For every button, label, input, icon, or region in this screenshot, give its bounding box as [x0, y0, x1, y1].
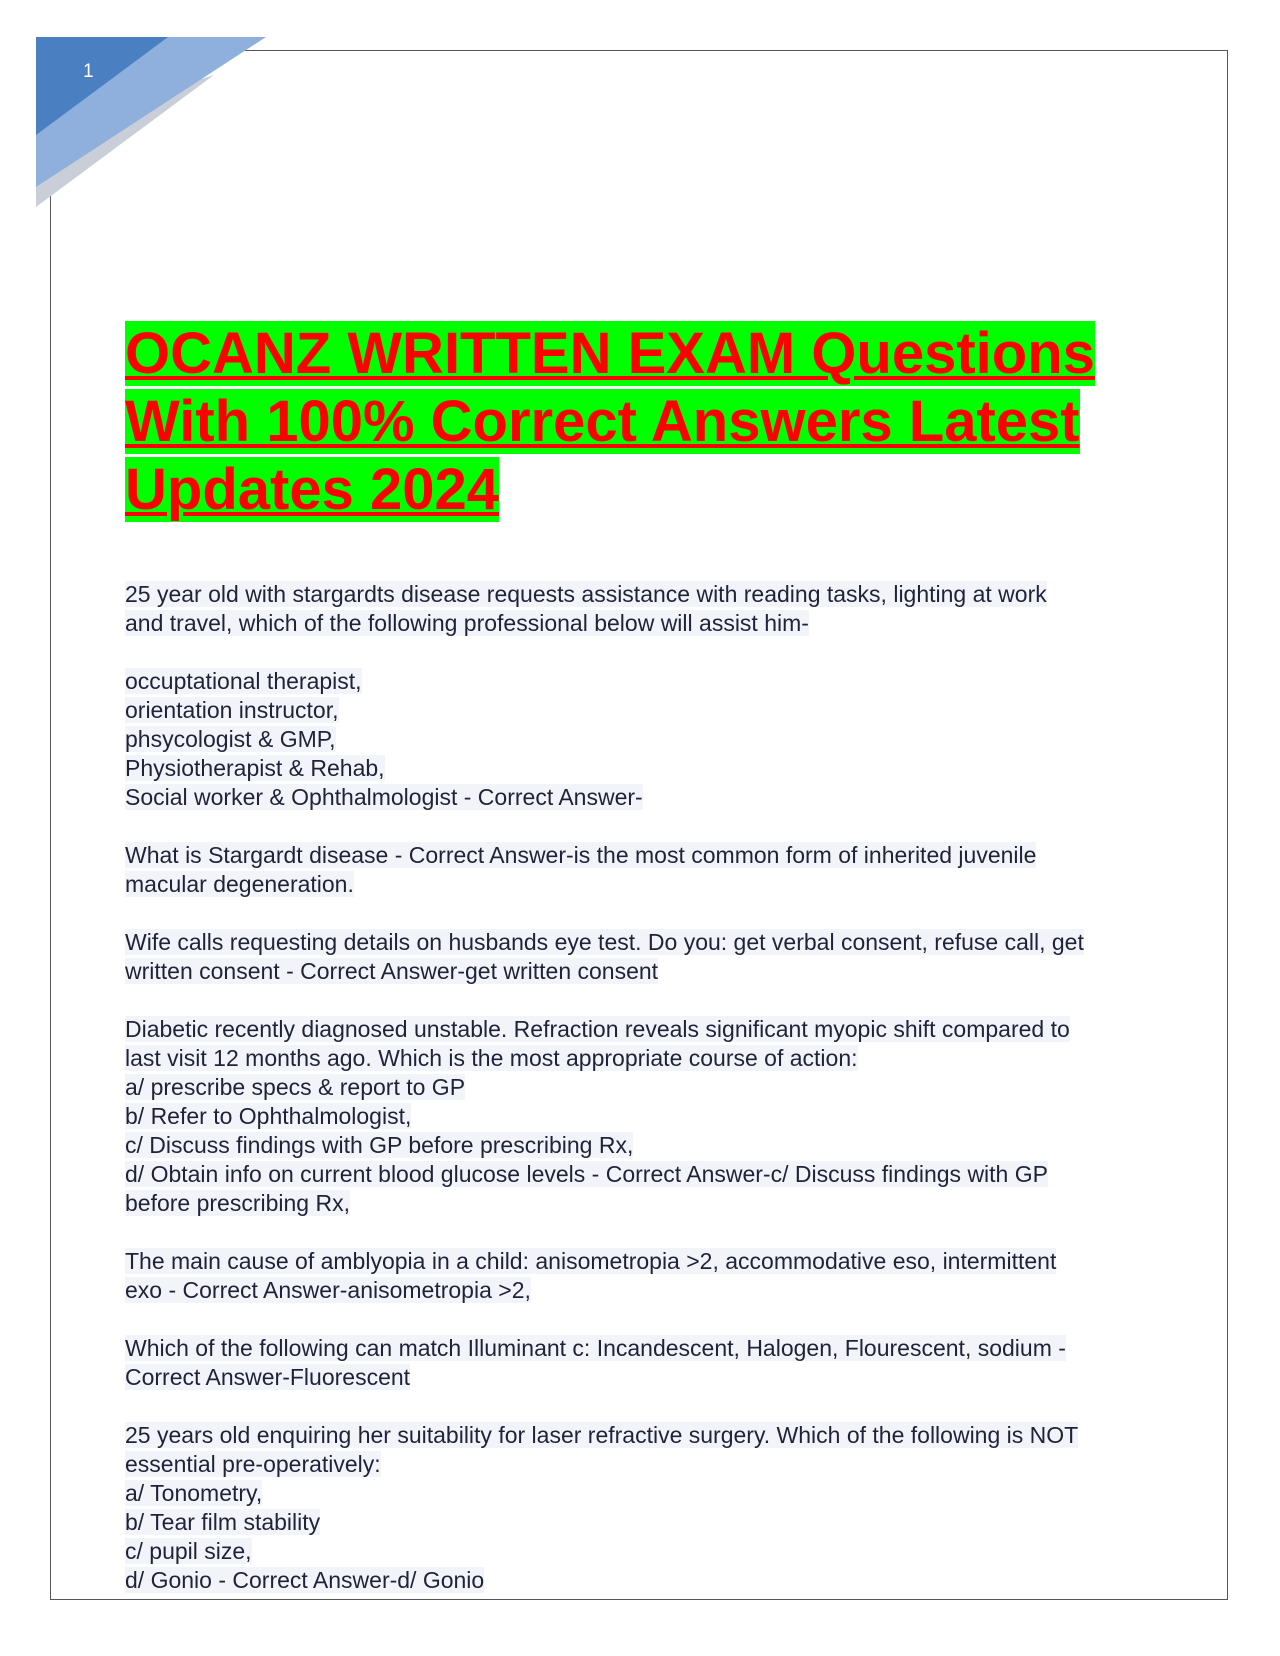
- question-paragraph: [125, 1247, 1185, 1305]
- text-line: a/ prescribe specs & report to GP: [125, 1074, 466, 1100]
- text-line: written consent - Correct Answer-get written consent: [125, 958, 659, 984]
- question-paragraph: [125, 580, 1185, 638]
- text-line: c/ pupil size,: [125, 1538, 252, 1564]
- text-line: b/ Tear film stability: [125, 1509, 321, 1535]
- question-paragraph: [125, 1334, 1185, 1392]
- text-line: and travel, which of the following professional below will assist him-: [125, 610, 809, 636]
- text-line: Social worker & Ophthalmologist - Correct Answer-: [125, 784, 643, 810]
- text-line: b/ Refer to Ophthalmologist,: [125, 1103, 412, 1129]
- text-line: d/ Gonio - Correct Answer-d/ Gonio: [125, 1567, 485, 1593]
- text-line: Physiotherapist & Rehab,: [125, 755, 385, 781]
- title-text: [125, 320, 1125, 524]
- question-paragraph: [125, 1015, 1185, 1218]
- text-line: exo - Correct Answer-anisometropia >2,: [125, 1277, 531, 1303]
- question-paragraph: [125, 928, 1185, 986]
- text-line: c/ Discuss findings with GP before prescribing Rx,: [125, 1132, 634, 1158]
- corner-decoration: [36, 37, 286, 207]
- text-line: d/ Obtain info on current blood glucose levels - Correct Answer-c/ Discuss findings with GP: [125, 1161, 1048, 1187]
- text-line: last visit 12 months ago. Which is the most appropriate course of action:: [125, 1045, 858, 1071]
- text-line: a/ Tonometry,: [125, 1480, 263, 1506]
- text-line: Correct Answer-Fluorescent: [125, 1364, 411, 1390]
- document-title: [125, 320, 1125, 524]
- text-line: Which of the following can match Illuminant c: Incandescent, Halogen, Flourescent, sodium -: [125, 1335, 1066, 1361]
- page-number: 1: [83, 61, 94, 82]
- text-line: before prescribing Rx,: [125, 1190, 350, 1216]
- text-line: essential pre-operatively:: [125, 1451, 381, 1477]
- question-paragraph: [125, 841, 1185, 899]
- question-paragraph: [125, 1421, 1185, 1595]
- text-line: The main cause of amblyopia in a child: anisometropia >2, accommodative eso, intermittent: [125, 1248, 1057, 1274]
- text-line: Wife calls requesting details on husbands eye test. Do you: get verbal consent, refuse call, get: [125, 929, 1084, 955]
- title-line-3: Updates 2024: [125, 457, 499, 522]
- text-line: occuptational therapist,: [125, 668, 362, 694]
- text-line: Diabetic recently diagnosed unstable. Refraction reveals significant myopic shift compared to: [125, 1016, 1070, 1042]
- question-paragraph: [125, 667, 1185, 812]
- text-line: What is Stargardt disease - Correct Answer-is the most common form of inherited juvenile: [125, 842, 1037, 868]
- text-line: macular degeneration.: [125, 871, 354, 897]
- title-line-2: With 100% Correct Answers Latest: [125, 389, 1080, 454]
- title-line-1: OCANZ WRITTEN EXAM Questions: [125, 321, 1095, 386]
- text-line: phsycologist & GMP,: [125, 726, 336, 752]
- text-line: 25 year old with stargardts disease requests assistance with reading tasks, lighting at work: [125, 581, 1047, 607]
- text-line: 25 years old enquiring her suitability for laser refractive surgery. Which of the following is NOT: [125, 1422, 1079, 1448]
- text-line: orientation instructor,: [125, 697, 339, 723]
- question-list: [125, 580, 1185, 1624]
